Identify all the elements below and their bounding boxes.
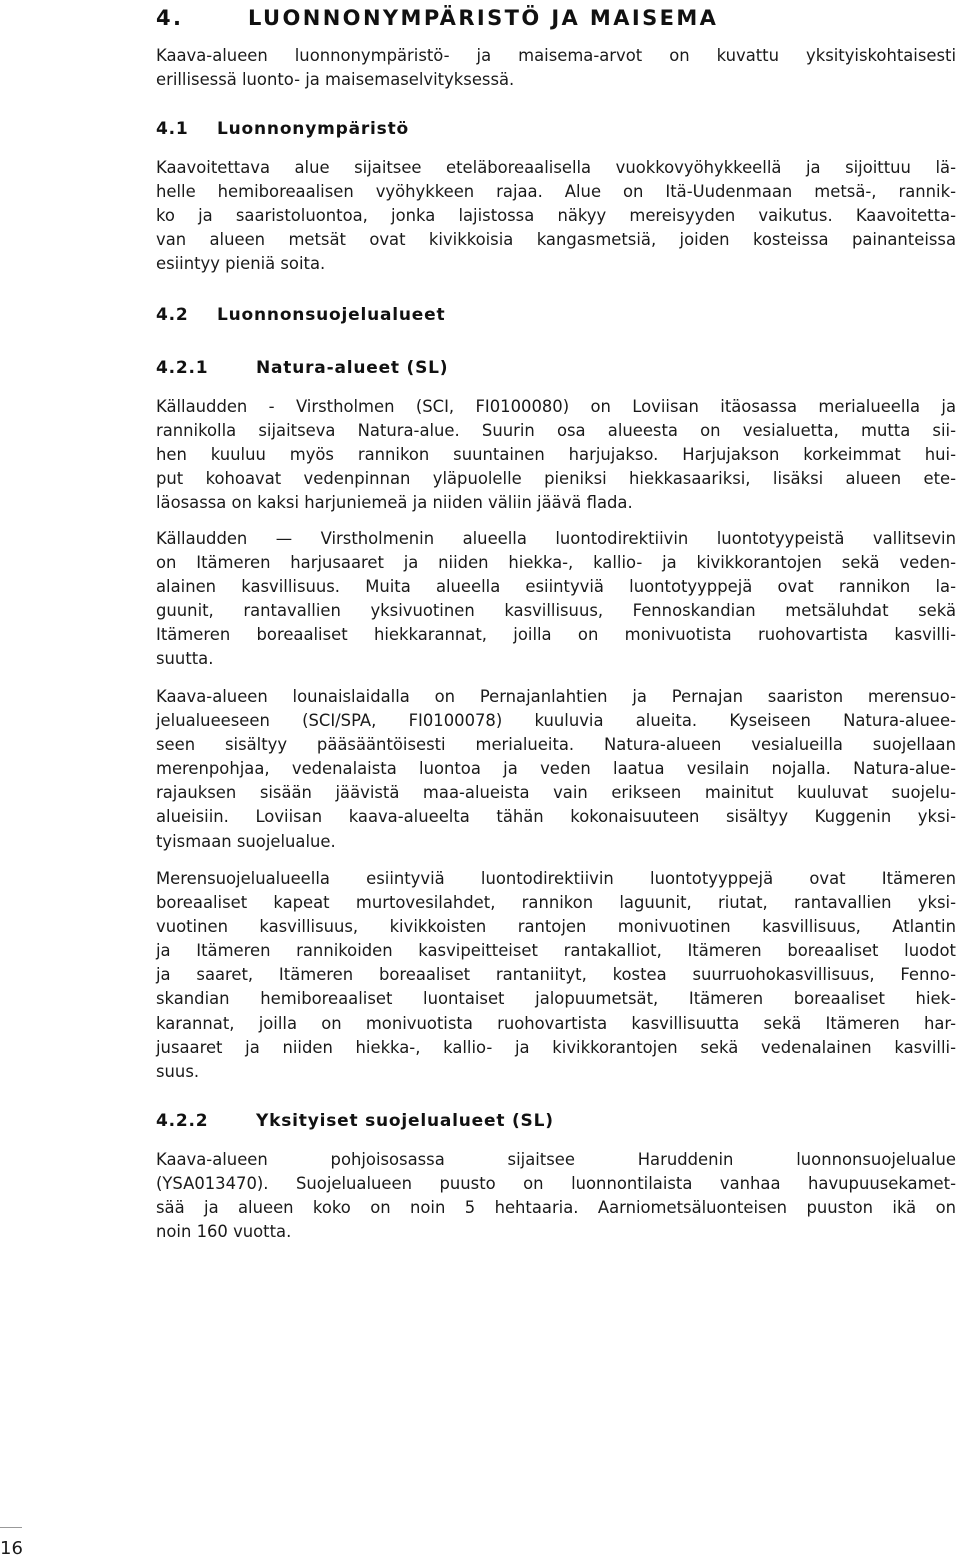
text-line: Källaudden — Virstholmenin alueella luontodirektiivin luontotyypeistä vallitsevin [156,529,956,548]
paragraph-4-1 [156,156,956,276]
text-line: seen sisältyy pääsääntöisesti merialueita. Natura-alueen vesialueilla suojellaan [156,735,956,755]
paragraph-4-2-2 [156,1148,956,1244]
text-line: on Itämeren harjusaaret ja niiden hiekka-, kallio- ja kivikkorantojen sekä veden- [156,553,956,573]
paragraph-4-2-1-a [156,395,956,515]
section-title: Luonnonympäristö [217,119,409,139]
text-line: rajauksen sisään jäävistä maa-alueista vain erikseen mainitut kuuluvat suojelu- [156,783,956,803]
text-line: put kohoavat vedenpinnan yläpuolelle pieniksi hiekkasaariksi, lisäksi alueen ete- [156,469,956,489]
text-line: suus. [156,1061,200,1081]
section-heading-4-2-2 [156,1111,554,1131]
text-line: sää ja alueen koko on noin 5 hehtaaria. Aarniometsäluonteisen puuston ikä on [156,1198,956,1218]
text-line: ja Itämeren rannikoiden kasvipeitteiset rantakalliot, Itämeren boreaaliset luodot [156,941,956,961]
text-line: boreaaliset kapeat murtovesilahdet, rannikon laguunit, riutat, rantavallien yksi- [156,893,956,913]
text-line: Kaava-alueen pohjoisosassa sijaitsee Haruddenin luonnonsuojelualue [156,1150,956,1169]
section-number: 4.1 [156,119,189,139]
section-heading-4-2-1 [156,358,448,378]
text-line: rannikolla sijaitseva Natura-alue. Suurin osa alueesta on vesialuetta, mutta sii- [156,421,956,441]
paragraph-4-2-1-c [156,685,956,854]
page-margin-rule [0,1527,22,1528]
text-line: noin 160 vuotta. [156,1222,292,1242]
section-number: 4.2.1 [156,358,209,378]
text-line: läosassa on kaksi harjuniemeä ja niiden väliin jäävä flada. [156,493,633,513]
intro-paragraph [156,44,956,92]
text-line: Kaava-alueen luonnonympäristö- ja maisema-arvot on kuvattu yksityiskohtaisesti [156,46,956,65]
text-line: karannat, joilla on monivuotista ruohovartista kasvillisuutta sekä Itämeren har- [156,1013,956,1033]
text-line: (YSA013470). Suojelualueen puusto on luonnontilaista vanhaa havupuusekamet- [156,1174,956,1194]
text-line: van alueen metsät ovat kivikkoisia kangasmetsiä, joiden kosteissa painanteissa [156,230,956,250]
chapter-number: 4. [156,6,184,30]
text-line: tyismaan suojelualue. [156,831,336,851]
text-line: hen kuuluu myös rannikon suuntainen harjujakso. Harjujakson korkeimmat hui- [156,445,956,465]
text-line: Itämeren boreaaliset hiekkarannat, joilla on monivuotista ruohovartista kasvilli- [156,625,956,645]
text-line: suutta. [156,649,214,669]
section-number: 4.2 [156,305,189,325]
section-title: Yksityiset suojelualueet (SL) [256,1111,554,1131]
text-line: Merensuojelualueella esiintyviä luontodirektiivin luontotyyppejä ovat Itämeren [156,869,956,888]
text-line: erillisessä luonto- ja maisemaselvityksessä. [156,70,515,90]
section-number: 4.2.2 [156,1111,209,1131]
text-line: merenpohjaa, vedenalaista luontoa ja veden laatua vesilain nojalla. Natura-alue- [156,759,956,779]
text-line: alueisiin. Loviisan kaava-alueelta tähän kokonaisuuteen sisältyy Kuggenin yksi- [156,807,956,827]
text-line: alainen kasvillisuus. Muita alueella esiintyviä luontotyyppejä ovat rannikon la- [156,577,956,597]
text-line: guunit, rantavallien yksivuotinen kasvillisuus, Fennoskandian metsäluhdat sekä [156,601,956,621]
section-heading-4-1 [156,119,409,139]
section-heading-4-2 [156,305,445,325]
text-line: ko ja saaristoluontoa, jonka lajistossa näkyy mereisyyden vaikutus. Kaavoitetta- [156,206,956,226]
text-line: vuotinen kasvillisuus, kivikkoisten rantojen monivuotinen kasvillisuus, Atlantin [156,917,956,937]
page-number: 16 [0,1538,23,1559]
text-line: esiintyy pieniä soita. [156,254,326,274]
text-line: skandian hemiboreaaliset luontaiset jalopuumetsät, Itämeren boreaaliset hiek- [156,989,956,1009]
section-title: Luonnonsuojelualueet [217,305,446,325]
text-line: Kaavoitettava alue sijaitsee eteläboreaalisella vuokkovyöhykkeellä ja sijoittuu lä- [156,158,956,177]
text-line: ja saaret, Itämeren boreaaliset rantaniityt, kostea suurruohokasvillisuus, Fenno- [156,965,956,985]
section-title: Natura-alueet (SL) [256,358,449,378]
text-line: Kaava-alueen lounaislaidalla on Pernajanlahtien ja Pernajan saariston merensuo- [156,687,956,706]
chapter-title: LUONNONYMPÄRISTÖ JA MAISEMA [248,6,719,30]
text-line: helle hemiboreaalisen vyöhykkeen rajaa. Alue on Itä-Uudenmaan metsä-, rannik- [156,182,956,202]
text-line: jusaaret ja niiden hiekka-, kallio- ja kivikkorantojen sekä vedenalainen kasvilli- [156,1037,956,1057]
chapter-heading [156,6,718,30]
paragraph-4-2-1-b [156,527,956,672]
text-line: jelualueeseen (SCI/SPA, FI0100078) kuuluvia alueita. Kyseiseen Natura-aluee- [156,711,956,731]
paragraph-4-2-1-d [156,867,956,1084]
text-line: Källaudden - Virstholmen (SCI, FI0100080) on Loviisan itäosassa merialueella ja [156,397,956,416]
